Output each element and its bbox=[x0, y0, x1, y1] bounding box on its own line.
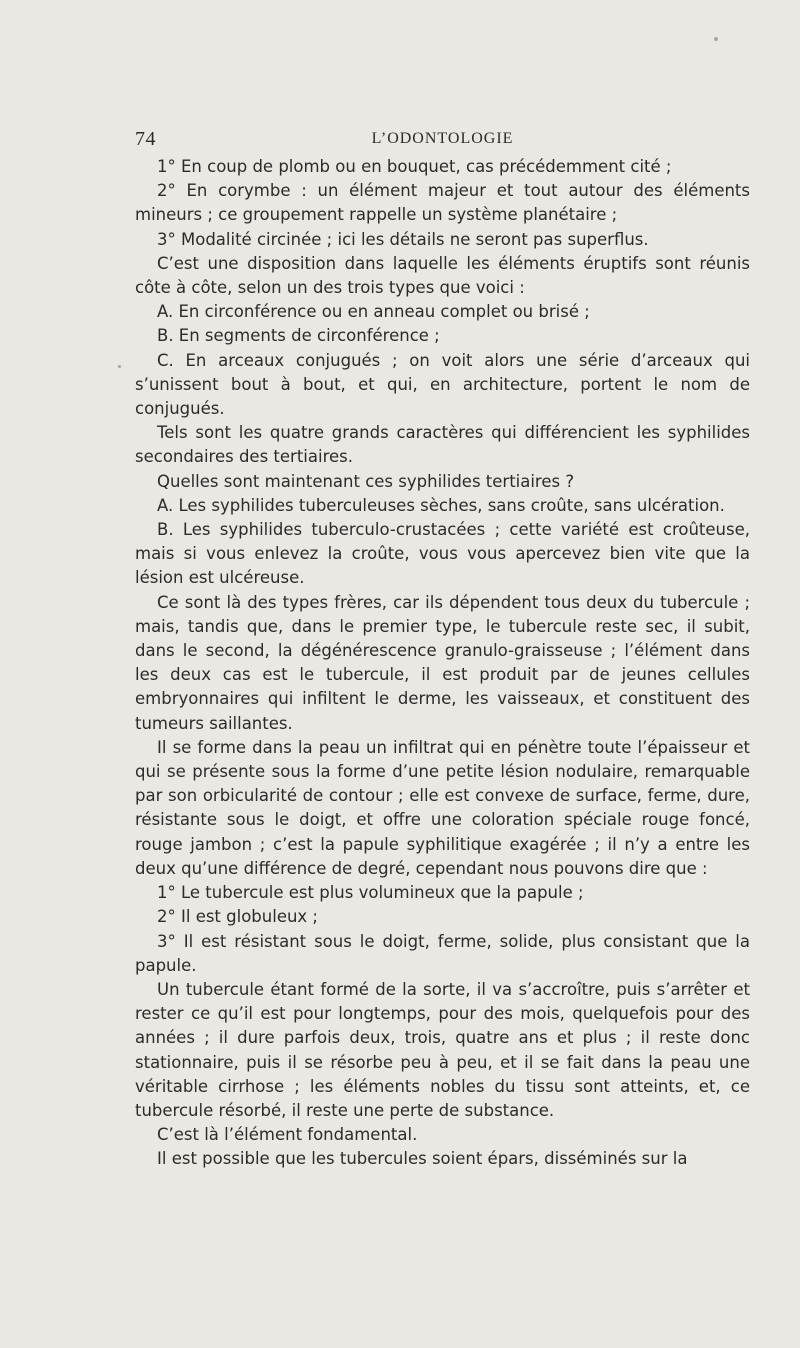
running-title: L’ODONTOLOGIE bbox=[371, 130, 514, 147]
page-number: 74 bbox=[135, 128, 156, 150]
paragraph: 2° Il est globuleux ; bbox=[157, 907, 318, 927]
body-text bbox=[135, 155, 750, 1172]
paragraph: 3° Il est résistant sous le doigt, ferme, solide, plus consistant que la papule. bbox=[135, 931, 750, 975]
paragraph: C’est une disposition dans laquelle les éléments éruptifs sont réunis côte à côte, selon un des trois types que voici : bbox=[135, 253, 750, 298]
paragraph: 1° Le tubercule est plus volumineux que la papule ; bbox=[157, 883, 584, 903]
paragraph: Quelles sont maintenant ces syphilides tertiaires ? bbox=[157, 471, 575, 491]
paragraph: C. En arceaux conjugués ; on voit alors une série d’arceaux qui s’unissent bout à bout, et qui, en architecture, portent le nom de conjugués. bbox=[135, 350, 750, 419]
paragraph: A. Les syphilides tuberculeuses sèches, sans croûte, sans ulcération. bbox=[157, 495, 725, 515]
paragraph: B. En segments de circonférence ; bbox=[157, 326, 440, 346]
paragraph: Tels sont les quatre grands caractères qui différencient les syphilides secondaires des tertiaires. bbox=[135, 423, 750, 467]
paragraph: A. En circonférence ou en anneau complet ou brisé ; bbox=[157, 302, 590, 322]
paragraph: Un tubercule étant formé de la sorte, il va s’accroître, puis s’arrêter et rester ce qu’il est pour longtemps, pour des mois, quelquefois pour des années ; il dure parfois deux, trois, quatre ans et plus ; il reste donc stationnaire, puis il se résorbe peu à peu, et il se fait dans la peau une véritable cirrhose ; les éléments nobles du tissu sont atteints, et, ce tubercule résorbé, il reste une perte de substance. bbox=[135, 979, 750, 1120]
paragraph: Ce sont là des types frères, car ils dépendent tous deux du tubercule ; mais, tandis que, dans le premier type, le tubercule reste sec, il subit, dans le second, la dégénérescence granulo-graisseuse ; l’élément dans les deux cas est le tubercule, il est produit par de jeunes cellules embryonnaires qui infiltent le derme, les vaisseaux, et constituent des tumeurs saillantes. bbox=[135, 592, 750, 733]
paragraph: 2° En corymbe : un élément majeur et tout autour des éléments mineurs ; ce groupement rappelle un système planétaire ; bbox=[135, 181, 750, 225]
page-header bbox=[135, 128, 750, 156]
paragraph: 1° En coup de plomb ou en bouquet, cas précédemment cité ; bbox=[157, 157, 672, 176]
paper-speck bbox=[118, 365, 121, 368]
paragraph: Il est possible que les tubercules soient épars, disséminés sur la bbox=[157, 1149, 688, 1169]
paragraph: B. Les syphilides tuberculo-crustacées ; cette variété est croûteuse, mais si vous enlevez la croûte, vous vous apercevez bien vite que la lésion est ulcéreuse. bbox=[135, 520, 750, 588]
paragraph: C’est là l’élément fondamental. bbox=[157, 1125, 418, 1145]
paragraph: Il se forme dans la peau un infiltrat qui en pénètre toute l’épaisseur et qui se présente sous la forme d’une petite lésion nodulaire, remarquable par son orbicularité de contour ; elle est convexe de surface, ferme, dure, résistante sous le doigt, et offre une coloration spéciale rouge foncé, rouge jambon ; c’est la papule syphilitique exagérée ; il n’y a entre les deux qu’une différence de degré, cependant nous pouvons dire que : bbox=[135, 737, 750, 878]
paragraph: 3° Modalité circinée ; ici les détails ne seront pas superflus. bbox=[157, 229, 649, 249]
paper-speck bbox=[714, 37, 718, 41]
